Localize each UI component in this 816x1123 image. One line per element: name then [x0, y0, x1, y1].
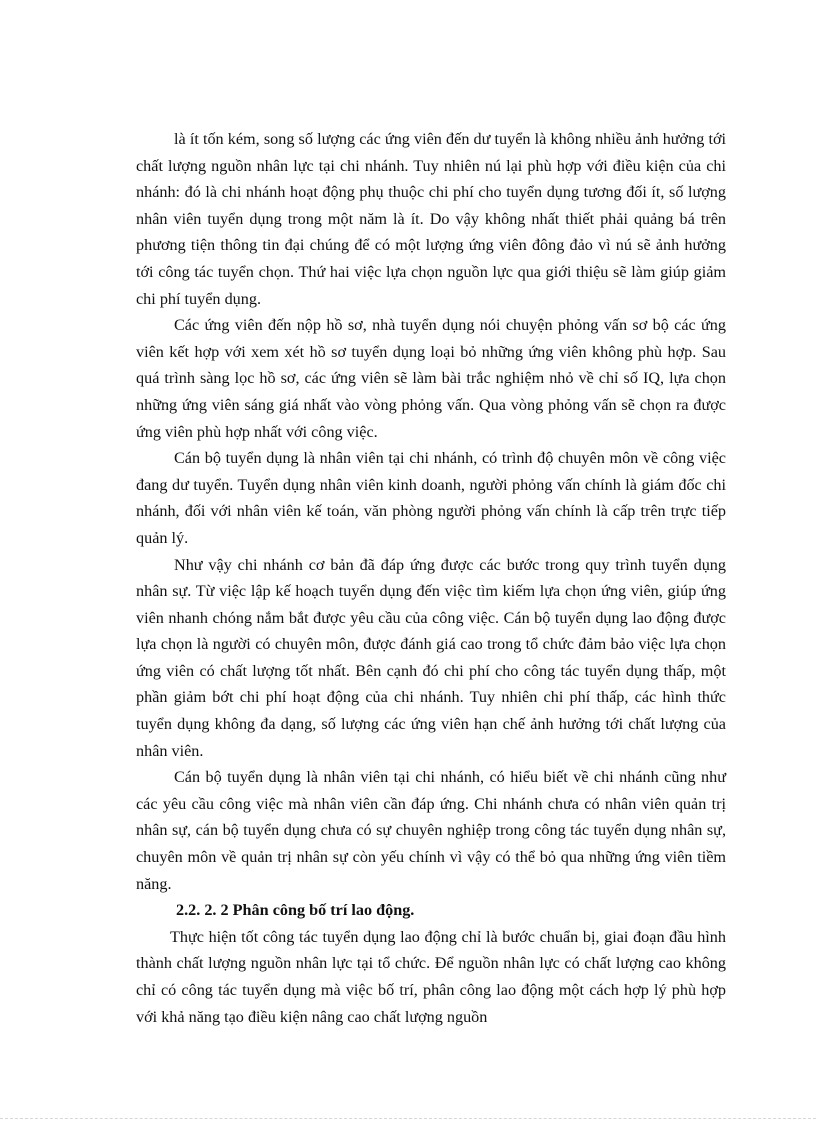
page-body [136, 126, 726, 1030]
paragraph-2: Các ứng viên đến nộp hồ sơ, nhà tuyển dụng nói chuyện phỏng vấn sơ bộ các ứng viên kết hợp với xem xét hồ sơ tuyển dụng loại bỏ những ứng viên không phù hợp. Sau quá trình sàng lọc hồ sơ, các ứng viên sẽ làm bài trắc nghiệm nhỏ về chỉ số IQ, lựa chọn những ứng viên sáng giá nhất vào vòng phỏng vấn. Qua vòng phỏng vấn sẽ chọn ra được ứng viên phù hợp nhất với công việc. [136, 316, 726, 441]
paragraph-5: Cán bộ tuyển dụng là nhân viên tại chi nhánh, có hiểu biết về chi nhánh cũng như các yêu cầu công việc mà nhân viên cần đáp ứng. Chi nhánh chưa có nhân viên quản trị nhân sự, cán bộ tuyển dụng chưa có sự chuyên nghiệp trong công tác tuyển dụng nhân sự, chuyên môn về quản trị nhân sự còn yếu chính vì vậy có thể bỏ qua những ứng viên tiềm năng. [136, 768, 726, 893]
section-heading: 2.2. 2. 2 Phân công bố trí lao động. [176, 901, 415, 920]
paragraph-3: Cán bộ tuyển dụng là nhân viên tại chi nhánh, có trình độ chuyên môn về công việc đang dư tuyển. Tuyển dụng nhân viên kinh doanh, người phỏng vấn chính là giám đốc chi nhánh, đối với nhân viên kế toán, văn phòng người phỏng vấn chính là cấp trên trực tiếp quản lý. [136, 449, 726, 547]
paragraph-6: Thực hiện tốt công tác tuyển dụng lao động chỉ là bước chuẩn bị, giai đoạn đầu hình thành chất lượng nguồn nhân lực tại tổ chức. Để nguồn nhân lực có chất lượng cao không chỉ có công tác tuyển dụng mà việc bố trí, phân công lao động một cách hợp lý phù hợp với khả năng tạo điều kiện nâng cao chất lượng nguồn [136, 927, 726, 1026]
paragraph-4: Như vậy chi nhánh cơ bản đã đáp ứng được các bước trong quy trình tuyển dụng nhân sự. Từ việc lập kế hoạch tuyển dụng đến việc tìm kiếm lựa chọn ứng viên, giúp ứng viên nhanh chóng nắm bắt được yêu cầu của công việc. Cán bộ tuyển dụng lao động được lựa chọn là người có chuyên môn, được đánh giá cao trong tổ chức đảm bảo việc lựa chọn ứng viên có chất lượng tốt nhất. Bên cạnh đó chi phí cho công tác tuyển dụng thấp, một phần giảm bớt chi phí hoạt động của chi nhánh. Tuy nhiên chi phí thấp, các hình thức tuyển dụng không đa dạng, số lượng các ứng viên hạn chế ảnh hưởng tới chất lượng của nhân viên. [136, 555, 726, 760]
paragraph-1: là ít tốn kém, song số lượng các ứng viên đến dư tuyển là không nhiều ảnh hưởng tới chất lượng nguồn nhân lực tại chi nhánh. Tuy nhiên nú lại phù hợp với điều kiện của chi nhánh: đó là chi nhánh hoạt động phụ thuộc chi phí cho tuyển dụng tương đối ít, số lượng nhân viên tuyển dụng trong một năm là ít. Do vậy không nhất thiết phải quảng bá trên phương tiện thông tin đại chúng để có một lượng ứng viên đông đảo vì nú sẽ ảnh hưởng tới công tác tuyển chọn. Thứ hai việc lựa chọn nguồn lực qua giới thiệu sẽ làm giúp giảm chi phí tuyển dụng. [136, 130, 726, 308]
page-bottom-border [0, 1118, 816, 1119]
